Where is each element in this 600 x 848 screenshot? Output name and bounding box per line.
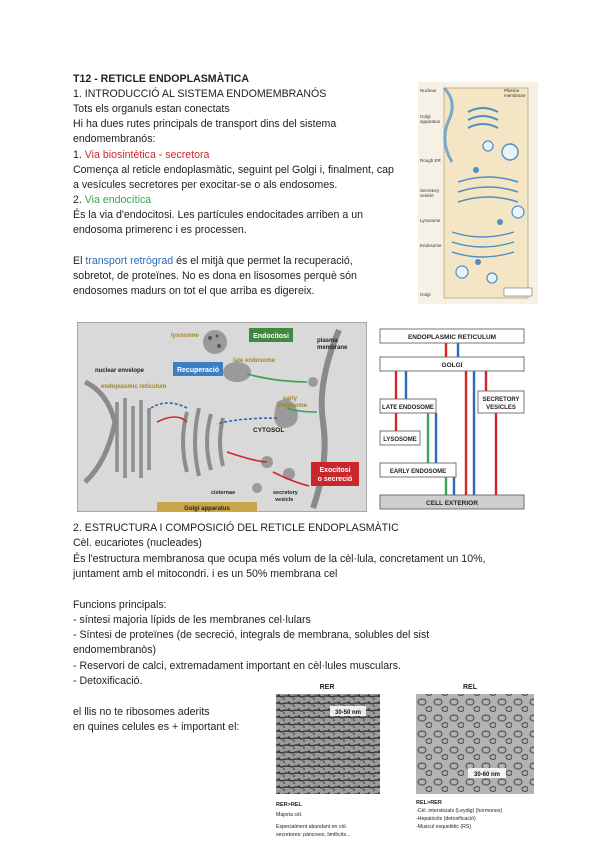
rer-caption: Majoria cèl. — [276, 812, 303, 818]
exocitosi-label-2: o secreció — [317, 476, 353, 483]
text-line: endomembranós: — [73, 133, 156, 145]
rer-title: RER — [319, 684, 335, 691]
retro-prefix: El — [73, 255, 86, 267]
functions-heading: Funcions principals: — [73, 599, 167, 611]
note-line: en quines celules es + important el: — [73, 721, 240, 733]
fig-label: Lysosome — [420, 218, 441, 223]
early-endosome-box-label: EARLY ENDOSOME — [389, 469, 447, 475]
text-line: endosomes madurs on tot el que arriba es digereix. — [73, 285, 315, 297]
micrograph-figure — [272, 680, 540, 845]
function-item: - síntesi majoria lípids de les membranes cel·lulars — [73, 614, 311, 626]
cell-transport-diagram — [77, 322, 367, 512]
cell-transport-figure — [77, 322, 367, 512]
note-line: el llis no te ribosomes aderits — [73, 706, 210, 718]
fig-label: Secretory — [420, 188, 440, 193]
route1-name: Via biosintètica - secretora — [84, 149, 210, 161]
plasma-membrane-label: plasma — [317, 338, 338, 344]
fig-label: apparatus — [420, 119, 441, 124]
cell-exterior-box-label: CELL EXTERIOR — [426, 500, 478, 507]
plasma-membrane-label-2: membrane — [317, 345, 348, 351]
route2-name: Via endocítica — [84, 194, 152, 206]
cytosol-label: CYTOSOL — [253, 427, 285, 434]
rel-title: REL — [463, 684, 477, 691]
text-line: Cèl. eucariotes (nucleades) — [73, 537, 202, 549]
micrograph-diagram — [272, 680, 540, 845]
rel-caption: REL>RER — [416, 800, 442, 806]
secretory-vesicle-label: secretory — [273, 490, 298, 496]
rel-scale: 30-60 nm — [473, 772, 501, 778]
golgi-apparatus-label: Golgi apparatus — [184, 506, 230, 512]
doc-title: T12 - RETICLE ENDOPLASMÀTICA — [73, 73, 249, 85]
function-item: - Detoxificació. — [73, 675, 143, 687]
text-line: És l'estructura membranosa que ocupa més volum de la cèl·lula, concretament un 10%, — [73, 553, 486, 565]
fig-label: Plasma — [504, 88, 520, 93]
text-line: És la via d'endocitosi. Les partícules endocitades arriben a un — [73, 209, 363, 221]
fig-label: Golgi — [420, 114, 431, 119]
rer-caption: RER>REL — [276, 802, 302, 808]
rel-caption: -Hepatòcits (detoxificació) — [416, 816, 476, 822]
section2-heading: 2. ESTRUCTURA I COMPOSICIÓ DEL RETICLE ENDOPLASMÀTIC — [73, 522, 399, 534]
route1-number: 1. — [73, 149, 85, 161]
secretory-box-label: SECRETORY — [482, 397, 520, 403]
text-line: sobretot, de proteïnes. No es dona en lisosomes perquè són — [73, 270, 357, 282]
endomembrane-figure — [418, 82, 538, 304]
text-line: juntament amb el mitocondri. i es un 50% membrana cel — [73, 568, 338, 580]
fig-label: Endosome — [420, 243, 442, 248]
fig-label: Rough ER — [420, 158, 441, 163]
er-box-label: ENDOPLASMIC RETICULUM — [407, 334, 497, 341]
exocitosi-label: Exocitosi — [319, 467, 351, 474]
section1-heading: 1. INTRODUCCIÓ AL SISTEMA ENDOMEMBRANÓS — [73, 88, 327, 100]
retro-suffix: és el mitjà que permet la recuperació, — [173, 255, 353, 267]
flow-chart-diagram — [376, 327, 528, 511]
endomembrane-diagram — [418, 82, 538, 304]
rer-caption: Especialment abundant en cèl. — [276, 824, 347, 830]
function-item: - Síntesi de proteïnes (de secreció, integrals de membrana, solubles del sist — [73, 629, 430, 641]
retro-line — [73, 254, 353, 269]
rel-caption: -Cèl. intersticials (Leydig) (hormones) — [416, 808, 503, 814]
late-endosome-box-label: LATE ENDOSOME — [382, 405, 434, 411]
function-item: - Reservori de calci, extremadament important en cèl·lules musculars. — [73, 660, 401, 672]
retro-term: transport retrògrad — [85, 255, 174, 267]
rel-micrograph — [416, 694, 534, 794]
lysosome-box-label: LYSOSOME — [383, 437, 417, 443]
route2-heading — [73, 193, 151, 208]
early-endosome-label-2: endosome — [277, 403, 308, 409]
route1-heading — [73, 148, 209, 163]
text-line: Hi ha dues rutes principals de transport dins del sistema — [73, 118, 337, 130]
endocitosi-label: Endocitosi — [253, 333, 289, 340]
rer-scale: 30-50 nm — [334, 710, 362, 716]
rel-caption: -Muscul esquelètic (RS) — [416, 824, 472, 830]
secretory-box-label-2: VESICLES — [486, 405, 516, 411]
function-item: endomembranòs) — [73, 644, 157, 656]
nuclear-envelope-label: nuclear envelope — [95, 368, 145, 374]
golgi-box-label: GOLGI — [441, 362, 463, 369]
rer-caption: secretores: pàncrees, limfòcits... — [276, 832, 351, 838]
fig-label: membrane — [504, 93, 526, 98]
text-line: a vesícules secretores per exocitar-se o als endosomes. — [73, 179, 338, 191]
text-line: Comença al reticle endoplasmàtic, seguint pel Golgi i, finalment, cap — [73, 164, 394, 176]
cisternae-label: cisternae — [211, 490, 236, 496]
flow-chart-figure — [376, 327, 528, 511]
er-label: endoplasmic reticulum — [101, 384, 167, 390]
fig-label: Nucleus — [420, 88, 437, 93]
late-endosome-label: late endosome — [233, 358, 276, 364]
early-endosome-label: early — [283, 396, 298, 402]
text-line: Tots els organuls estan conectats — [73, 103, 230, 115]
recuperacio-label: Recuperació — [176, 367, 220, 374]
text-line: endosoma primerenc i es processen. — [73, 224, 247, 236]
fig-label: vesicle — [420, 193, 434, 198]
secretory-vesicle-label-2: vesicle — [275, 497, 294, 503]
fig-label: Golgi — [420, 292, 431, 297]
route2-number: 2. — [73, 194, 85, 206]
lysosome-label: lysosome — [171, 333, 199, 339]
